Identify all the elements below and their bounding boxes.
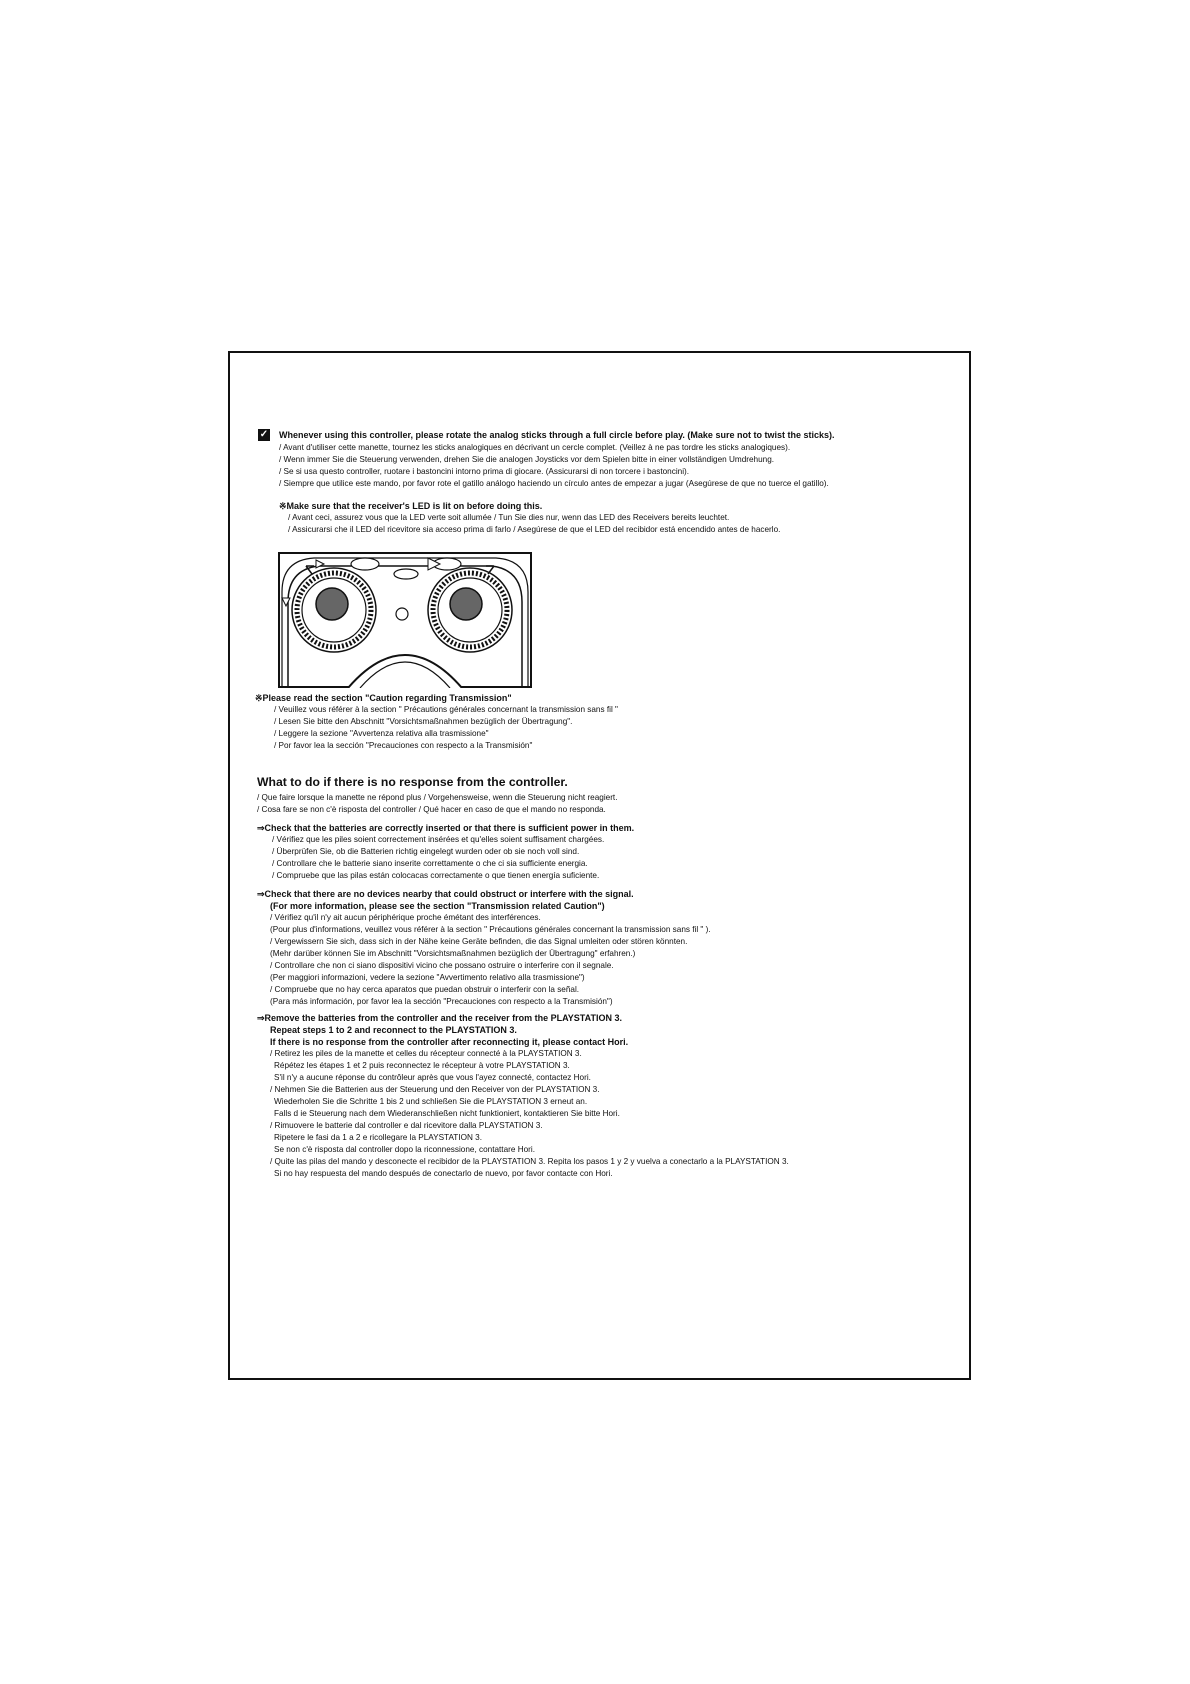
check-interference-es: / Compruebe que no hay cerca aparatos que puedan obstruir o interferir con la señal. (270, 985, 580, 994)
remove-batteries-it-repeat: Ripetere le fasi da 1 a 2 e ricollegare la PLAYSTATION 3. (274, 1133, 482, 1142)
transmission-note-it: / Leggere la sezione "Avvertenza relativa alla trasmissione" (274, 729, 489, 738)
check-batteries-de: / Überprüfen Sie, ob die Batterien richtig eingelegt wurden oder ob sie noch voll sind. (272, 847, 580, 856)
remove-batteries-fr-repeat: Répétez les étapes 1 et 2 puis reconnectez le récepteur à votre PLAYSTATION 3. (274, 1061, 570, 1070)
remove-batteries-en-repeat: Repeat steps 1 to 2 and reconnect to the PLAYSTATION 3. (270, 1025, 517, 1035)
no-response-title: What to do if there is no response from the controller. (257, 775, 568, 789)
controller-analog-sticks-illustration (278, 552, 532, 688)
remove-batteries-fr-contact: S'il n'y a aucune réponse du contrôleur après que vous l'ayez connecté, contactez Hori. (274, 1073, 591, 1082)
check-batteries-it: / Controllare che le batterie siano inserite correttamente o che ci sia sufficiente energia. (272, 859, 588, 868)
transmission-note-de: / Lesen Sie bitte den Abschnitt "Vorsichtsmaßnahmen bezüglich der Übertragung". (274, 717, 573, 726)
check-interference-it-more: (Per maggiori informazioni, vedere la sezione "Avvertimento relativo alla trasmissione") (270, 973, 585, 982)
check-interference-fr-more: (Pour plus d'informations, veuillez vous référer à la section " Précautions générales concernant la transmission sans fil " ). (270, 925, 711, 934)
intro-it: / Se si usa questo controller, ruotare i bastoncini intorno prima di giocare. (Assicurarsi di non torcere i bastoncini). (279, 467, 690, 476)
led-note-line2: / Assicurarsi che il LED del ricevitore sia acceso prima di farlo / Asegúrese de que el LED del recibidor está encendido antes de hacerlo. (288, 525, 781, 534)
led-note-line1: / Avant ceci, assurez vous que la LED verte soit allumée / Tun Sie dies nur, wenn das LED des Receivers bereits leuchtet. (288, 513, 730, 522)
check-interference-de: / Vergewissern Sie sich, dass sich in der Nähe keine Geräte befinden, die das Signal umleiten oder stören könnten. (270, 937, 688, 946)
remove-batteries-fr: / Retirez les piles de la manette et celles du récepteur connecté à la PLAYSTATION 3. (270, 1049, 582, 1058)
transmission-note-es: / Por favor lea la sección "Precauciones con respecto a la Transmisión" (274, 741, 533, 750)
intro-en: Whenever using this controller, please rotate the analog sticks through a full circle before play. (Make sure not to twist the sticks). (279, 430, 835, 440)
check-batteries-es: / Compruebe que las pilas están colocacas correctamente o que tienen energía suficiente. (272, 871, 600, 880)
check-batteries-en: ⇒Check that the batteries are correctly inserted or that there is sufficient power in them. (257, 823, 635, 833)
check-interference-en: ⇒Check that there are no devices nearby that could obstruct or interfere with the signal. (257, 889, 634, 899)
remove-batteries-en-contact: If there is no response from the controller after reconnecting it, please contact Hori. (270, 1037, 629, 1047)
remove-batteries-de-contact: Falls d ie Steuerung nach dem Wiederanschließen nicht funktioniert, kontaktieren Sie bitte Hori. (274, 1109, 620, 1118)
no-response-line2: / Cosa fare se non c'è risposta del controller / Qué hacer en caso de que el mando no responda. (257, 805, 606, 814)
remove-batteries-de-repeat: Wiederholen Sie die Schritte 1 bis 2 und schließen Sie die PLAYSTATION 3 erneut an. (274, 1097, 588, 1106)
led-note-en: ※Make sure that the receiver's LED is lit on before doing this. (279, 501, 543, 511)
check-box-icon: ✓ (259, 429, 269, 440)
remove-batteries-it-contact: Se non c'è risposta dal controller dopo la riconnessione, contattare Hori. (274, 1145, 535, 1154)
intro-es: / Siempre que utilice este mando, por favor rote el gatillo análogo haciendo un círculo antes de empezar a jugar (Asegúrese de que no tuerce el gatillo). (279, 479, 829, 488)
intro-de: / Wenn immer Sie die Steuerung verwenden, drehen Sie die analogen Joysticks vor dem Spielen bitte in einer vollständigen Umdrehung. (279, 455, 775, 464)
transmission-note-fr: / Veuillez vous référer à la section " Précautions générales concernant la transmission sans fil " (274, 705, 618, 714)
check-batteries-fr: / Vérifiez que les piles soient correctement insérées et qu'elles soient suffisament chargées. (272, 835, 605, 844)
remove-batteries-de: / Nehmen Sie die Batterien aus der Steuerung und den Receiver von der PLAYSTATION 3. (270, 1085, 600, 1094)
check-interference-de-more: (Mehr darüber können Sie im Abschnitt "Vorsichtsmaßnahmen bezüglich der Übertragung" erfahren.) (270, 949, 636, 958)
check-interference-en-more: (For more information, please see the section "Transmission related Caution") (270, 901, 605, 911)
check-interference-es-more: (Para más información, por favor lea la sección "Precauciones con respecto a la Transmisión") (270, 997, 613, 1006)
check-interference-fr: / Vérifiez qu'il n'y ait aucun périphérique proche émétant des interférences. (270, 913, 541, 922)
no-response-line1: / Que faire lorsque la manette ne répond plus / Vorgehensweise, wenn die Steuerung nicht reagiert. (257, 793, 618, 802)
check-interference-it: / Controllare che non ci siano dispositivi vicino che possano ostruire o interferire con il segnale. (270, 961, 614, 970)
remove-batteries-es-contact: Si no hay respuesta del mando después de conectarlo de nuevo, por favor contacte con Hori. (274, 1169, 613, 1178)
remove-batteries-it: / Rimuovere le batterie dal controller e dal ricevitore dalla PLAYSTATION 3. (270, 1121, 543, 1130)
transmission-note-en: ※Please read the section "Caution regarding Transmission" (255, 693, 512, 703)
intro-fr: / Avant d'utiliser cette manette, tournez les sticks analogiques en décrivant un cercle complet. (Veillez à ne pas tordre les sticks analogiques). (279, 443, 791, 452)
page-frame (228, 351, 971, 1380)
remove-batteries-en: ⇒Remove the batteries from the controller and the receiver from the PLAYSTATION 3. (257, 1013, 622, 1023)
remove-batteries-es: / Quite las pilas del mando y desconecte el recibidor de la PLAYSTATION 3. Repita los pasos 1 y 2 y vuelva a conectarlo a la PLAYSTATION 3. (270, 1157, 789, 1166)
